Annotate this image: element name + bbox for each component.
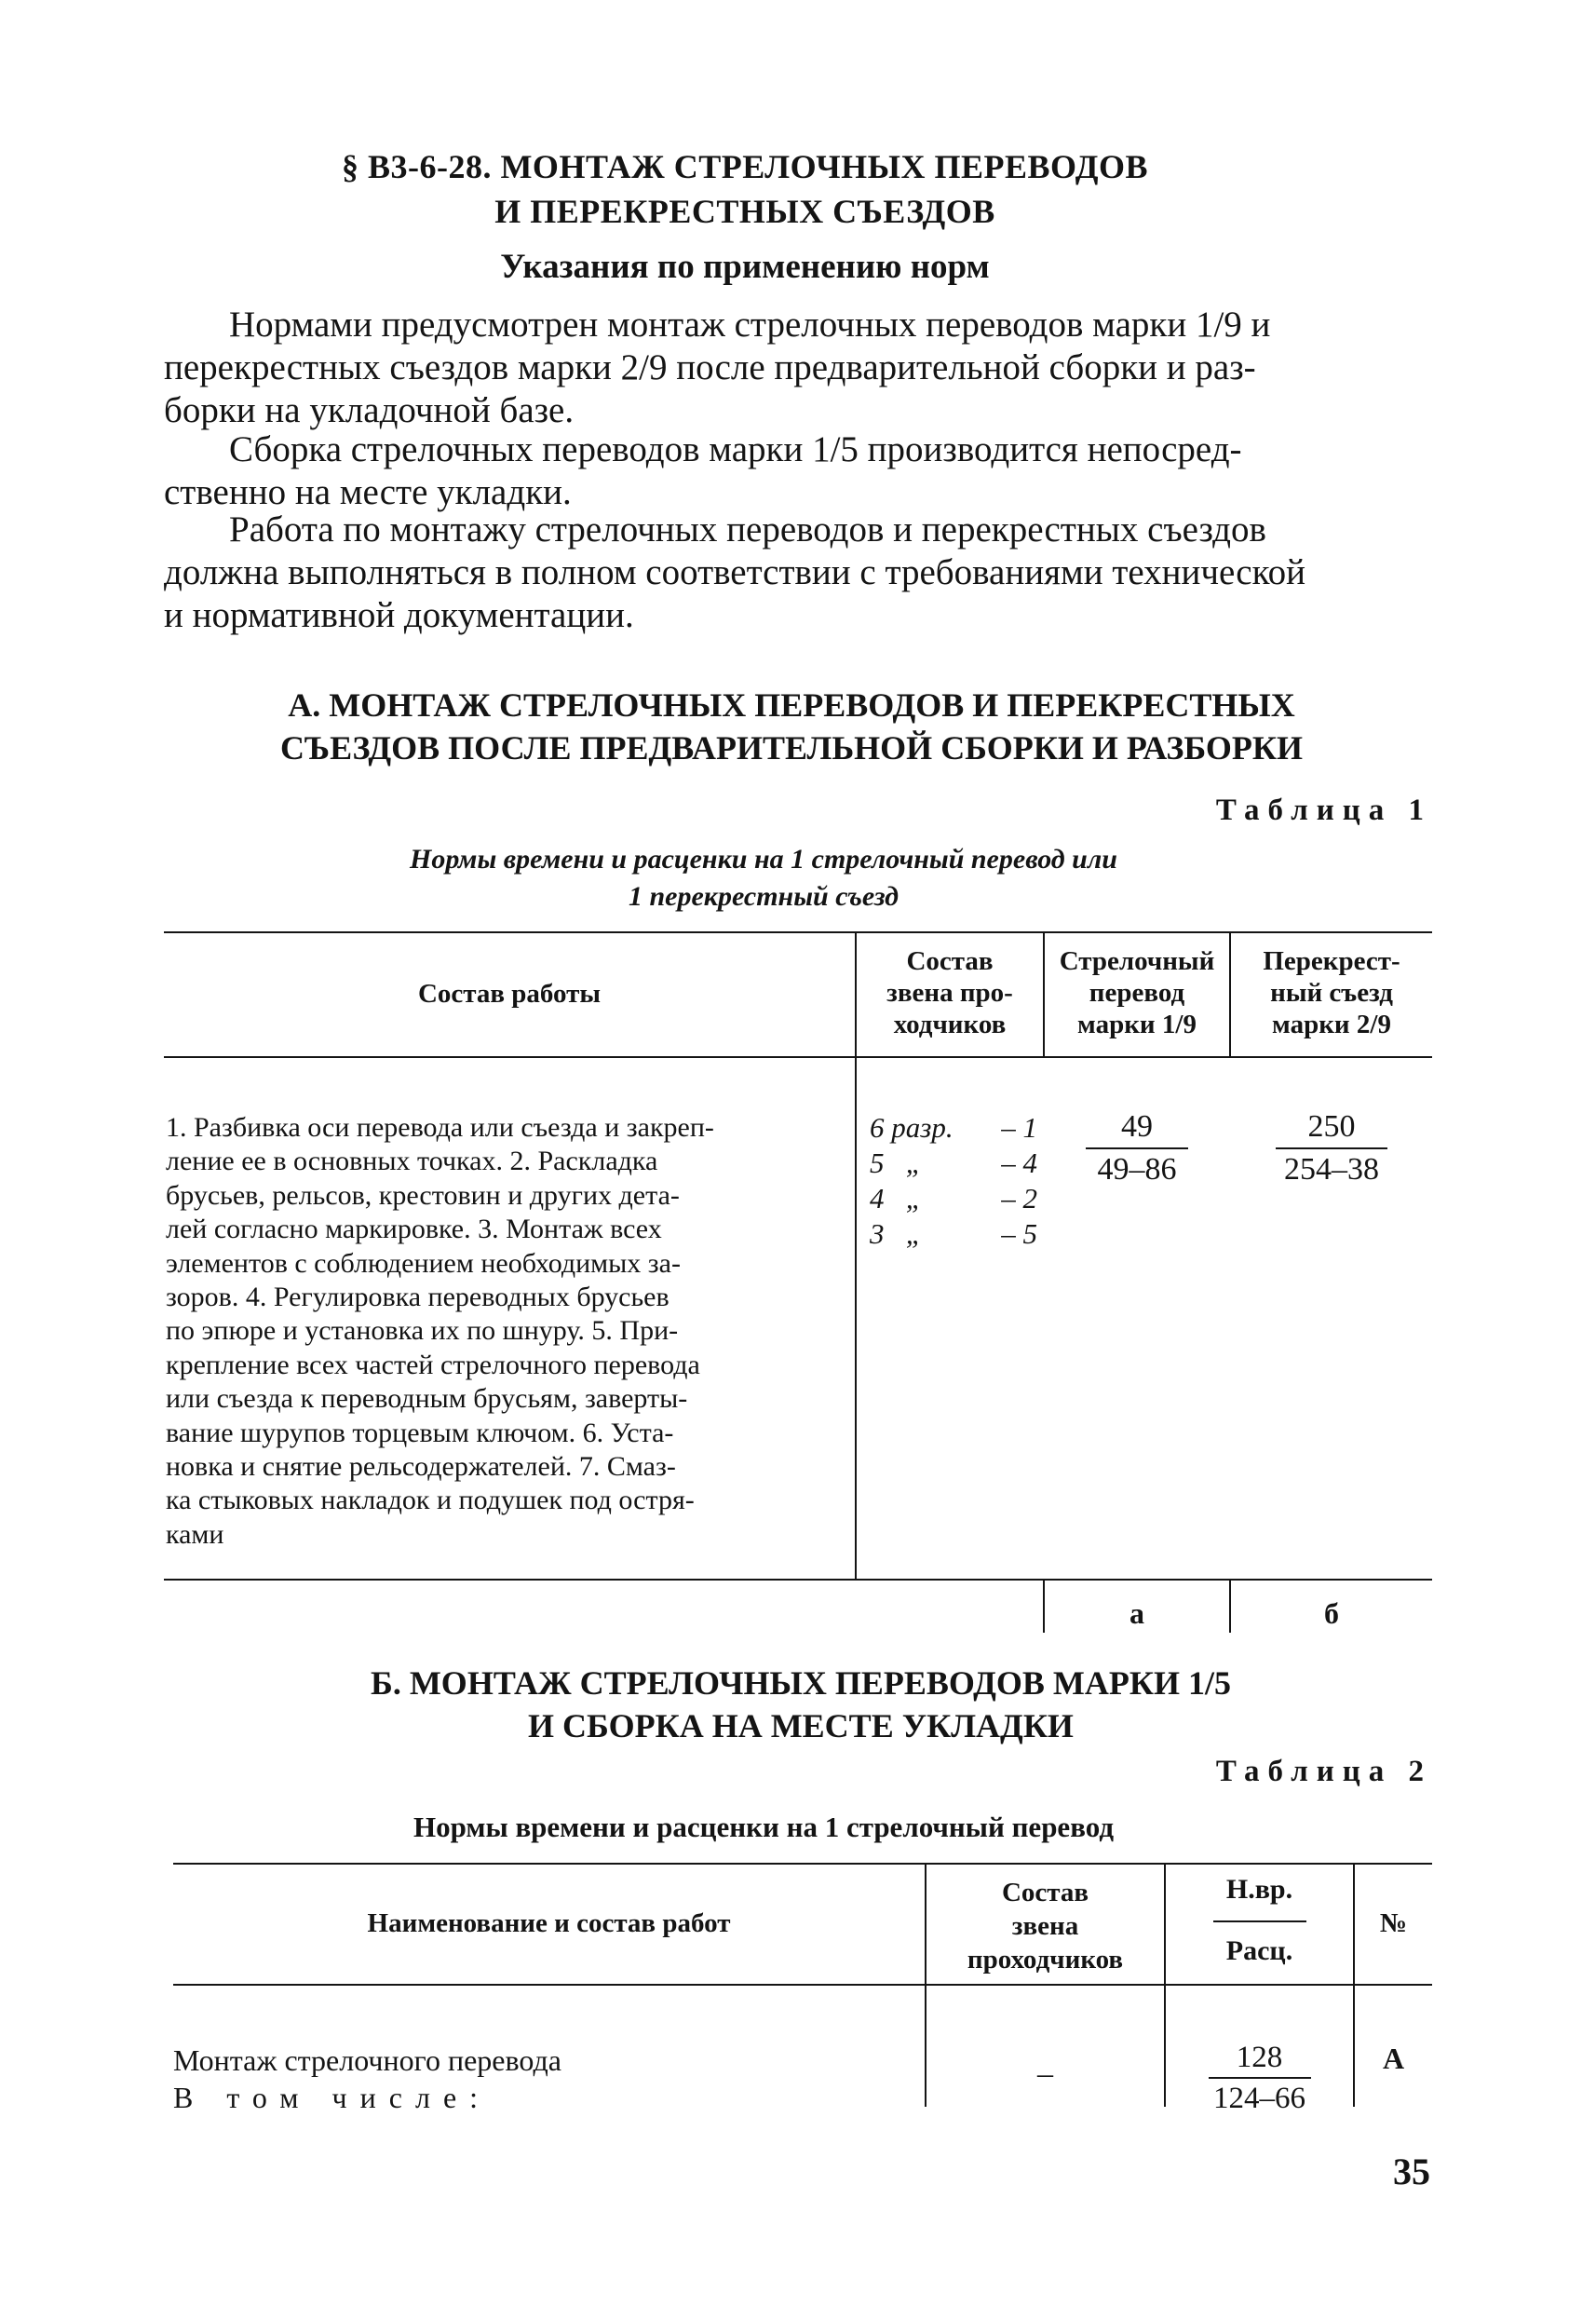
header-line: Состав (1001, 1878, 1089, 1907)
table-1-header-work: Состав работы (417, 979, 602, 1009)
table-2-header-work: Наименование и состав работ (367, 1908, 731, 1938)
section-a-heading-line-2: СЪЕЗДОВ ПОСЛЕ ПРЕДВАРИТЕЛЬНОЙ СБОРКИ И РАЗБОРКИ (280, 729, 1303, 767)
header-line: ходчиков (893, 1010, 1007, 1039)
table-2-row-letter: А (1382, 2042, 1405, 2075)
table-1-caption-line-1: Нормы времени и расценки на 1 стрелочный перевод или (410, 844, 1117, 875)
crew-grade: 5 „ (870, 1147, 922, 1179)
work-line: ка стыковых накладок и подушек под остря- (166, 1485, 695, 1516)
work-line: по эпюре и установка их по шнуру. 5. При- (166, 1315, 679, 1347)
work-line: крепление всех частей стрелочного перевода (166, 1349, 700, 1380)
work-line: новка и снятие рельсодержателей. 7. Смаз- (166, 1451, 676, 1483)
norm-header-bottom: Расц. (1225, 1935, 1293, 1966)
including-label: В том числе: (173, 2081, 492, 2114)
table-2-header-norm (1166, 1874, 1353, 1967)
section-b-heading-line-2: И СБОРКА НА МЕСТЕ УКЛАДКИ (528, 1707, 1074, 1744)
work-line: ление ее в основных точках. 2. Раскладка (166, 1146, 658, 1177)
work-line: элементов с соблюдением необходимых за- (166, 1247, 681, 1279)
norm-time: 128 (1236, 2041, 1283, 2074)
work-line: 1. Разбивка оси перевода или съезда и закреп- (166, 1112, 714, 1143)
paragraph-line: должна выполняться в полном соответствии с требованиями технической (164, 552, 1305, 592)
header-line: звена (1011, 1911, 1079, 1941)
rate: 254–38 (1284, 1152, 1379, 1187)
crew-count: – 5 (1001, 1217, 1037, 1250)
norm-header-top: Н.вр. (1225, 1874, 1293, 1905)
section-b-heading-line-1: Б. МОНТАЖ СТРЕЛОЧНЫХ ПЕРЕВОДОВ МАРКИ 1/5 (371, 1664, 1231, 1702)
table-2-row-value (1166, 2040, 1353, 2116)
table-1-caption-line-2: 1 перекрестный съезд (628, 881, 899, 912)
crew-grade: 6 разр. (870, 1111, 954, 1144)
crew-count: – 2 (1001, 1182, 1037, 1215)
guidelines-heading: Указания по применению норм (500, 248, 990, 286)
table-2-header-crew (926, 1876, 1164, 1976)
table-2-label: Таблица 2 (1215, 1755, 1432, 1788)
fraction-bar (1209, 2077, 1311, 2079)
header-line: марки 1/9 (1077, 1010, 1197, 1039)
crew-grade: 4 „ (870, 1182, 922, 1215)
table-2-header-number: № (1379, 1908, 1408, 1938)
norm-time: 49 (1121, 1109, 1153, 1144)
table-2-row-name (173, 2042, 918, 2116)
header-line: звена про- (886, 978, 1013, 1008)
table-2-header-rule (173, 1984, 1432, 1986)
table-1-column-letter-a: а (1129, 1596, 1144, 1630)
work-line: или съезда к переводным брусьям, заверты- (166, 1383, 688, 1415)
rate: 124–66 (1213, 2082, 1305, 2115)
crew-count: – 1 (1001, 1111, 1037, 1144)
work-line: вание шурупов торцевым ключом. 6. Уста- (166, 1417, 674, 1448)
header-line: Состав (906, 946, 994, 976)
work-line: зоров. 4. Регулировка переводных брусьев (166, 1282, 670, 1313)
header-line: Стрелочный (1059, 946, 1215, 976)
table-1-column-letter-b: б (1324, 1596, 1339, 1630)
section-heading-line-2: И ПЕРЕКРЕСТНЫХ СЪЕЗДОВ (494, 193, 995, 230)
paragraph-line: Сборка стрелочных переводов марки 1/5 производится непосред- (229, 429, 1242, 469)
fraction-bar (1213, 1920, 1306, 1922)
section-heading-line-1: § В3-6-28. МОНТАЖ СТРЕЛОЧНЫХ ПЕРЕВОДОВ (341, 148, 1149, 185)
paragraph-line: перекрестных съездов марки 2/9 после предварительной сборки и раз- (164, 347, 1256, 387)
norm-time: 250 (1307, 1109, 1356, 1144)
paragraph-line: и нормативной документации. (164, 595, 634, 635)
table-2-row-crew: – (1037, 2056, 1053, 2091)
crew-grade: 3 „ (870, 1217, 922, 1250)
work-line: ками (166, 1518, 224, 1550)
paragraph-line: борки на укладочной базе. (164, 390, 575, 430)
header-line: проходчиков (967, 1945, 1124, 1975)
section-a-heading-line-1: А. МОНТАЖ СТРЕЛОЧНЫХ ПЕРЕВОДОВ И ПЕРЕКРЕСТНЫХ (288, 686, 1295, 724)
work-line: лей согласно маркировке. 3. Монтаж всех (166, 1214, 662, 1245)
paragraph-line: Работа по монтажу стрелочных переводов и перекрестных съездов (229, 509, 1266, 550)
table-2-caption: Нормы времени и расценки на 1 стрелочный перевод (413, 1811, 1115, 1843)
table-1-label: Таблица 1 (1215, 794, 1432, 827)
table-2-top-rule (173, 1863, 1432, 1865)
header-line: марки 2/9 (1272, 1010, 1391, 1039)
rate: 49–86 (1097, 1152, 1177, 1187)
work-line: брусьев, рельсов, крестовин и других дета- (166, 1179, 680, 1211)
paragraph-line: ственно на месте укладки. (164, 472, 572, 512)
header-line: Перекрест- (1263, 946, 1400, 976)
work-name: Монтаж стрелочного перевода (173, 2043, 561, 2077)
header-line: ный съезд (1270, 978, 1393, 1008)
paragraph-line: Нормами предусмотрен монтаж стрелочных переводов марки 1/9 и (229, 305, 1271, 345)
header-line: перевод (1089, 978, 1185, 1008)
crew-count: – 4 (1001, 1147, 1037, 1179)
page-number: 35 (1393, 2151, 1430, 2192)
